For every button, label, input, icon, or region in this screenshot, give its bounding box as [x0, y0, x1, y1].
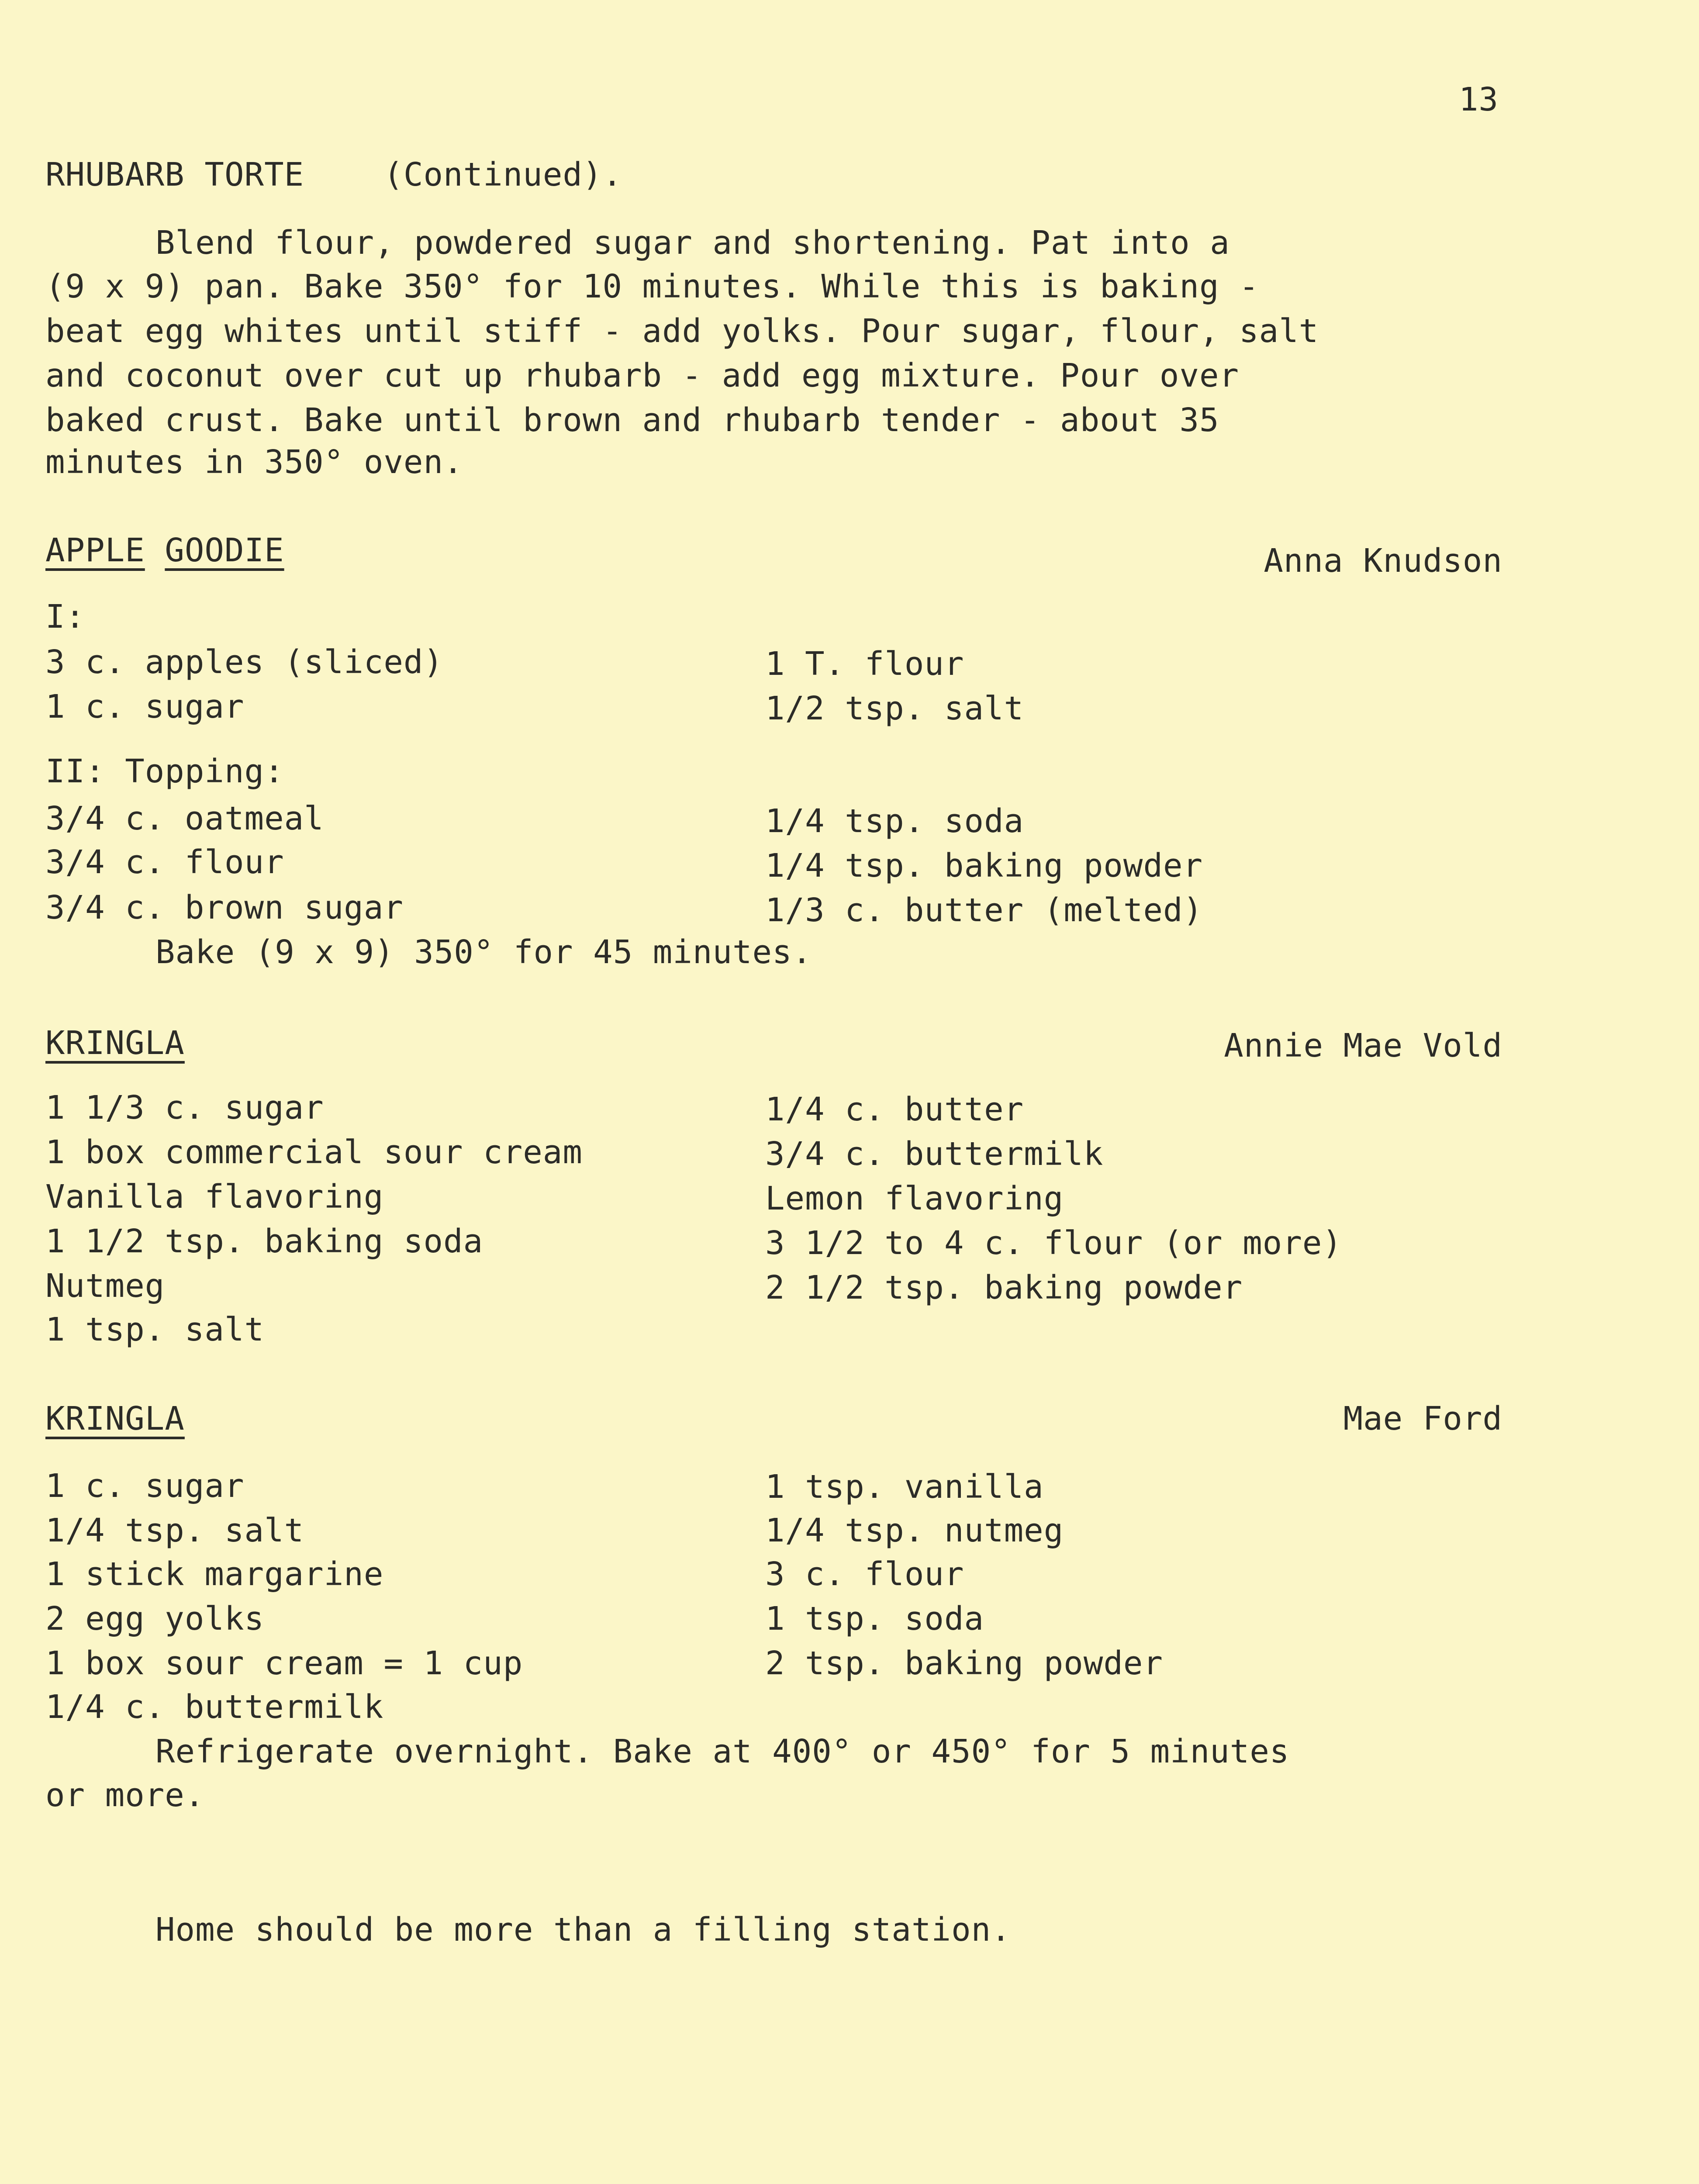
- ingredient: 1/2 tsp. salt: [765, 690, 1024, 727]
- paragraph-line: and coconut over cut up rhubarb - add egg mixture. Pour over: [45, 357, 1240, 394]
- ingredient: 1 1/2 tsp. baking soda: [45, 1223, 483, 1260]
- part-label: I:: [45, 598, 86, 636]
- recipe-author: Mae Ford: [1343, 1400, 1502, 1438]
- title-word: GOODIE: [165, 532, 284, 569]
- ingredient: 1 stick margarine: [45, 1555, 384, 1593]
- ingredient: 1/4 tsp. salt: [45, 1512, 304, 1549]
- recipe-title: RHUBARB TORTE: [45, 156, 304, 194]
- title-word: KRINGLA: [45, 1400, 185, 1438]
- title-word: APPLE: [45, 532, 145, 569]
- ingredient: 3 c. flour: [765, 1555, 964, 1593]
- ingredient: 3/4 c. flour: [45, 843, 284, 881]
- title-word: KRINGLA: [45, 1024, 185, 1062]
- paragraph-line: minutes in 350° oven.: [45, 443, 463, 481]
- ingredient: 1/4 tsp. nutmeg: [765, 1512, 1064, 1549]
- instruction: or more.: [45, 1776, 205, 1814]
- ingredient: 3 c. apples (sliced): [45, 643, 444, 681]
- ingredient: 1 box commercial sour cream: [45, 1133, 583, 1171]
- paragraph-line: baked crust. Bake until brown and rhubarb tender - about 35: [45, 401, 1219, 439]
- ingredient: 1/4 tsp. baking powder: [765, 847, 1203, 885]
- instruction: Refrigerate overnight. Bake at 400° or 450° for 5 minutes: [155, 1733, 1290, 1770]
- ingredient: 1 box sour cream = 1 cup: [45, 1645, 523, 1682]
- ingredient: 1/4 tsp. soda: [765, 802, 1024, 840]
- recipe-title-kringla: [45, 1398, 185, 1440]
- ingredient: 1 c. sugar: [45, 1467, 245, 1505]
- ingredient: 3 1/2 to 4 c. flour (or more): [765, 1224, 1343, 1262]
- ingredient: Lemon flavoring: [765, 1180, 1064, 1217]
- ingredient: 1 tsp. vanilla: [765, 1468, 1044, 1506]
- ingredient: 2 tsp. baking powder: [765, 1645, 1164, 1682]
- ingredient: 1 tsp. soda: [765, 1600, 984, 1638]
- paragraph-line: (9 x 9) pan. Bake 350° for 10 minutes. While this is baking -: [45, 268, 1259, 305]
- ingredient: 2 egg yolks: [45, 1600, 265, 1638]
- ingredient: Vanilla flavoring: [45, 1178, 384, 1216]
- recipe-author: Anna Knudson: [1264, 542, 1502, 580]
- page-number: 13: [1459, 81, 1499, 118]
- ingredient: Nutmeg: [45, 1267, 165, 1305]
- ingredient: 3/4 c. buttermilk: [765, 1135, 1104, 1173]
- paragraph-line: beat egg whites until stiff - add yolks. Pour sugar, flour, salt: [45, 312, 1319, 350]
- motto: Home should be more than a filling station.: [155, 1911, 1011, 1949]
- recipe-title-apple-goodie: [45, 529, 284, 571]
- ingredient: 1/4 c. buttermilk: [45, 1688, 384, 1726]
- ingredient: 3/4 c. brown sugar: [45, 889, 404, 926]
- paragraph-line: Blend flour, powdered sugar and shortening. Pat into a: [155, 224, 1230, 262]
- recipe-title-rhubarb-torte: [45, 154, 622, 196]
- ingredient: 1 c. sugar: [45, 688, 245, 726]
- ingredient: 1/4 c. butter: [765, 1091, 1024, 1128]
- recipe-author: Annie Mae Vold: [1224, 1027, 1502, 1064]
- ingredient: 3/4 c. oatmeal: [45, 800, 324, 837]
- ingredient: 1 T. flour: [765, 645, 964, 683]
- instruction: Bake (9 x 9) 350° for 45 minutes.: [155, 933, 812, 971]
- continued-note: (Continued).: [383, 156, 623, 194]
- recipe-title-kringla: [45, 1022, 185, 1064]
- part-label: II: Topping:: [45, 753, 284, 790]
- ingredient: 1/3 c. butter (melted): [765, 892, 1203, 929]
- ingredient: 1 tsp. salt: [45, 1311, 265, 1348]
- ingredient: 2 1/2 tsp. baking powder: [765, 1269, 1243, 1306]
- ingredient: 1 1/3 c. sugar: [45, 1089, 324, 1127]
